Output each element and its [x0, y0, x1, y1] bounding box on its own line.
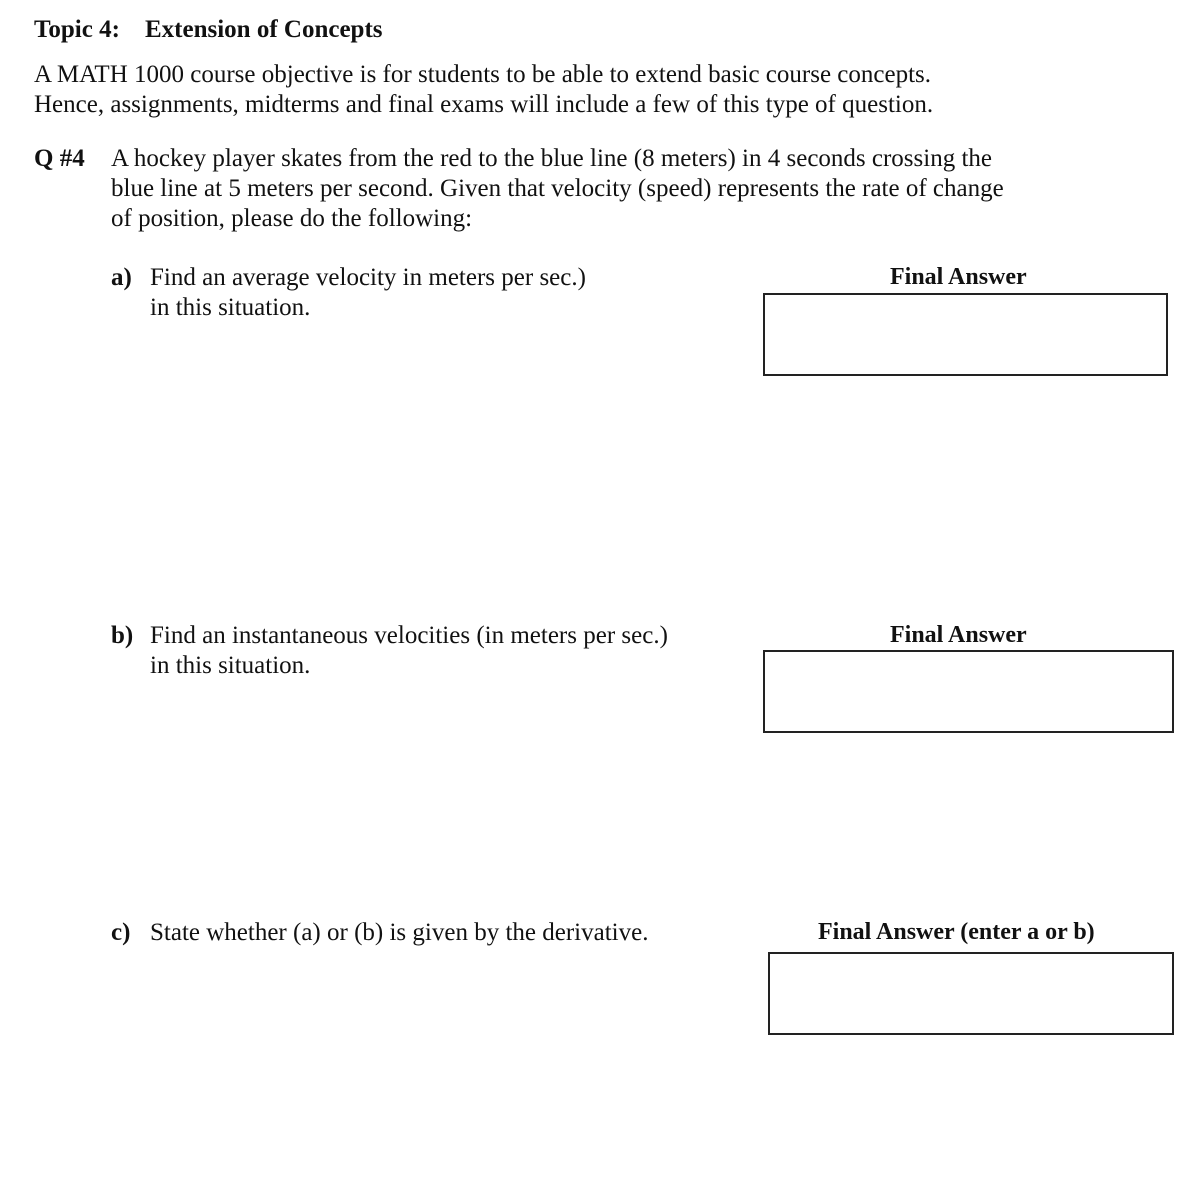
part-c-letter: c): [111, 919, 131, 946]
part-b-letter: b): [111, 622, 134, 649]
part-a-line-2: in this situation.: [150, 294, 311, 321]
intro-line-1: A MATH 1000 course objective is for students to be able to extend basic course concepts.: [34, 61, 931, 88]
part-a-letter: a): [111, 264, 132, 291]
question-line-3: of position, please do the following:: [111, 205, 473, 232]
part-a-answer-box[interactable]: [763, 293, 1168, 376]
part-b-line-1: Find an instantaneous velocities (in meters per sec.): [150, 622, 668, 649]
part-c-line-1: State whether (a) or (b) is given by the derivative.: [150, 919, 649, 946]
part-b-answer-label: Final Answer: [890, 622, 1027, 648]
topic-title: Extension of Concepts: [145, 16, 383, 43]
part-a-answer-label: Final Answer: [890, 264, 1027, 290]
topic-label: Topic 4:: [34, 16, 120, 43]
question-line-1: A hockey player skates from the red to the blue line (8 meters) in 4 seconds crossing the: [111, 145, 993, 172]
question-line-2: blue line at 5 meters per second. Given that velocity (speed) represents the rate of change: [111, 175, 1004, 202]
part-b-answer-box[interactable]: [763, 650, 1174, 733]
question-number: Q #4: [34, 145, 85, 172]
intro-line-2: Hence, assignments, midterms and final exams will include a few of this type of question.: [34, 91, 934, 118]
part-a-line-1: Find an average velocity in meters per sec.): [150, 264, 586, 291]
part-c-answer-box[interactable]: [768, 952, 1174, 1035]
part-c-answer-label: Final Answer (enter a or b): [818, 919, 1095, 945]
part-b-line-2: in this situation.: [150, 652, 311, 679]
